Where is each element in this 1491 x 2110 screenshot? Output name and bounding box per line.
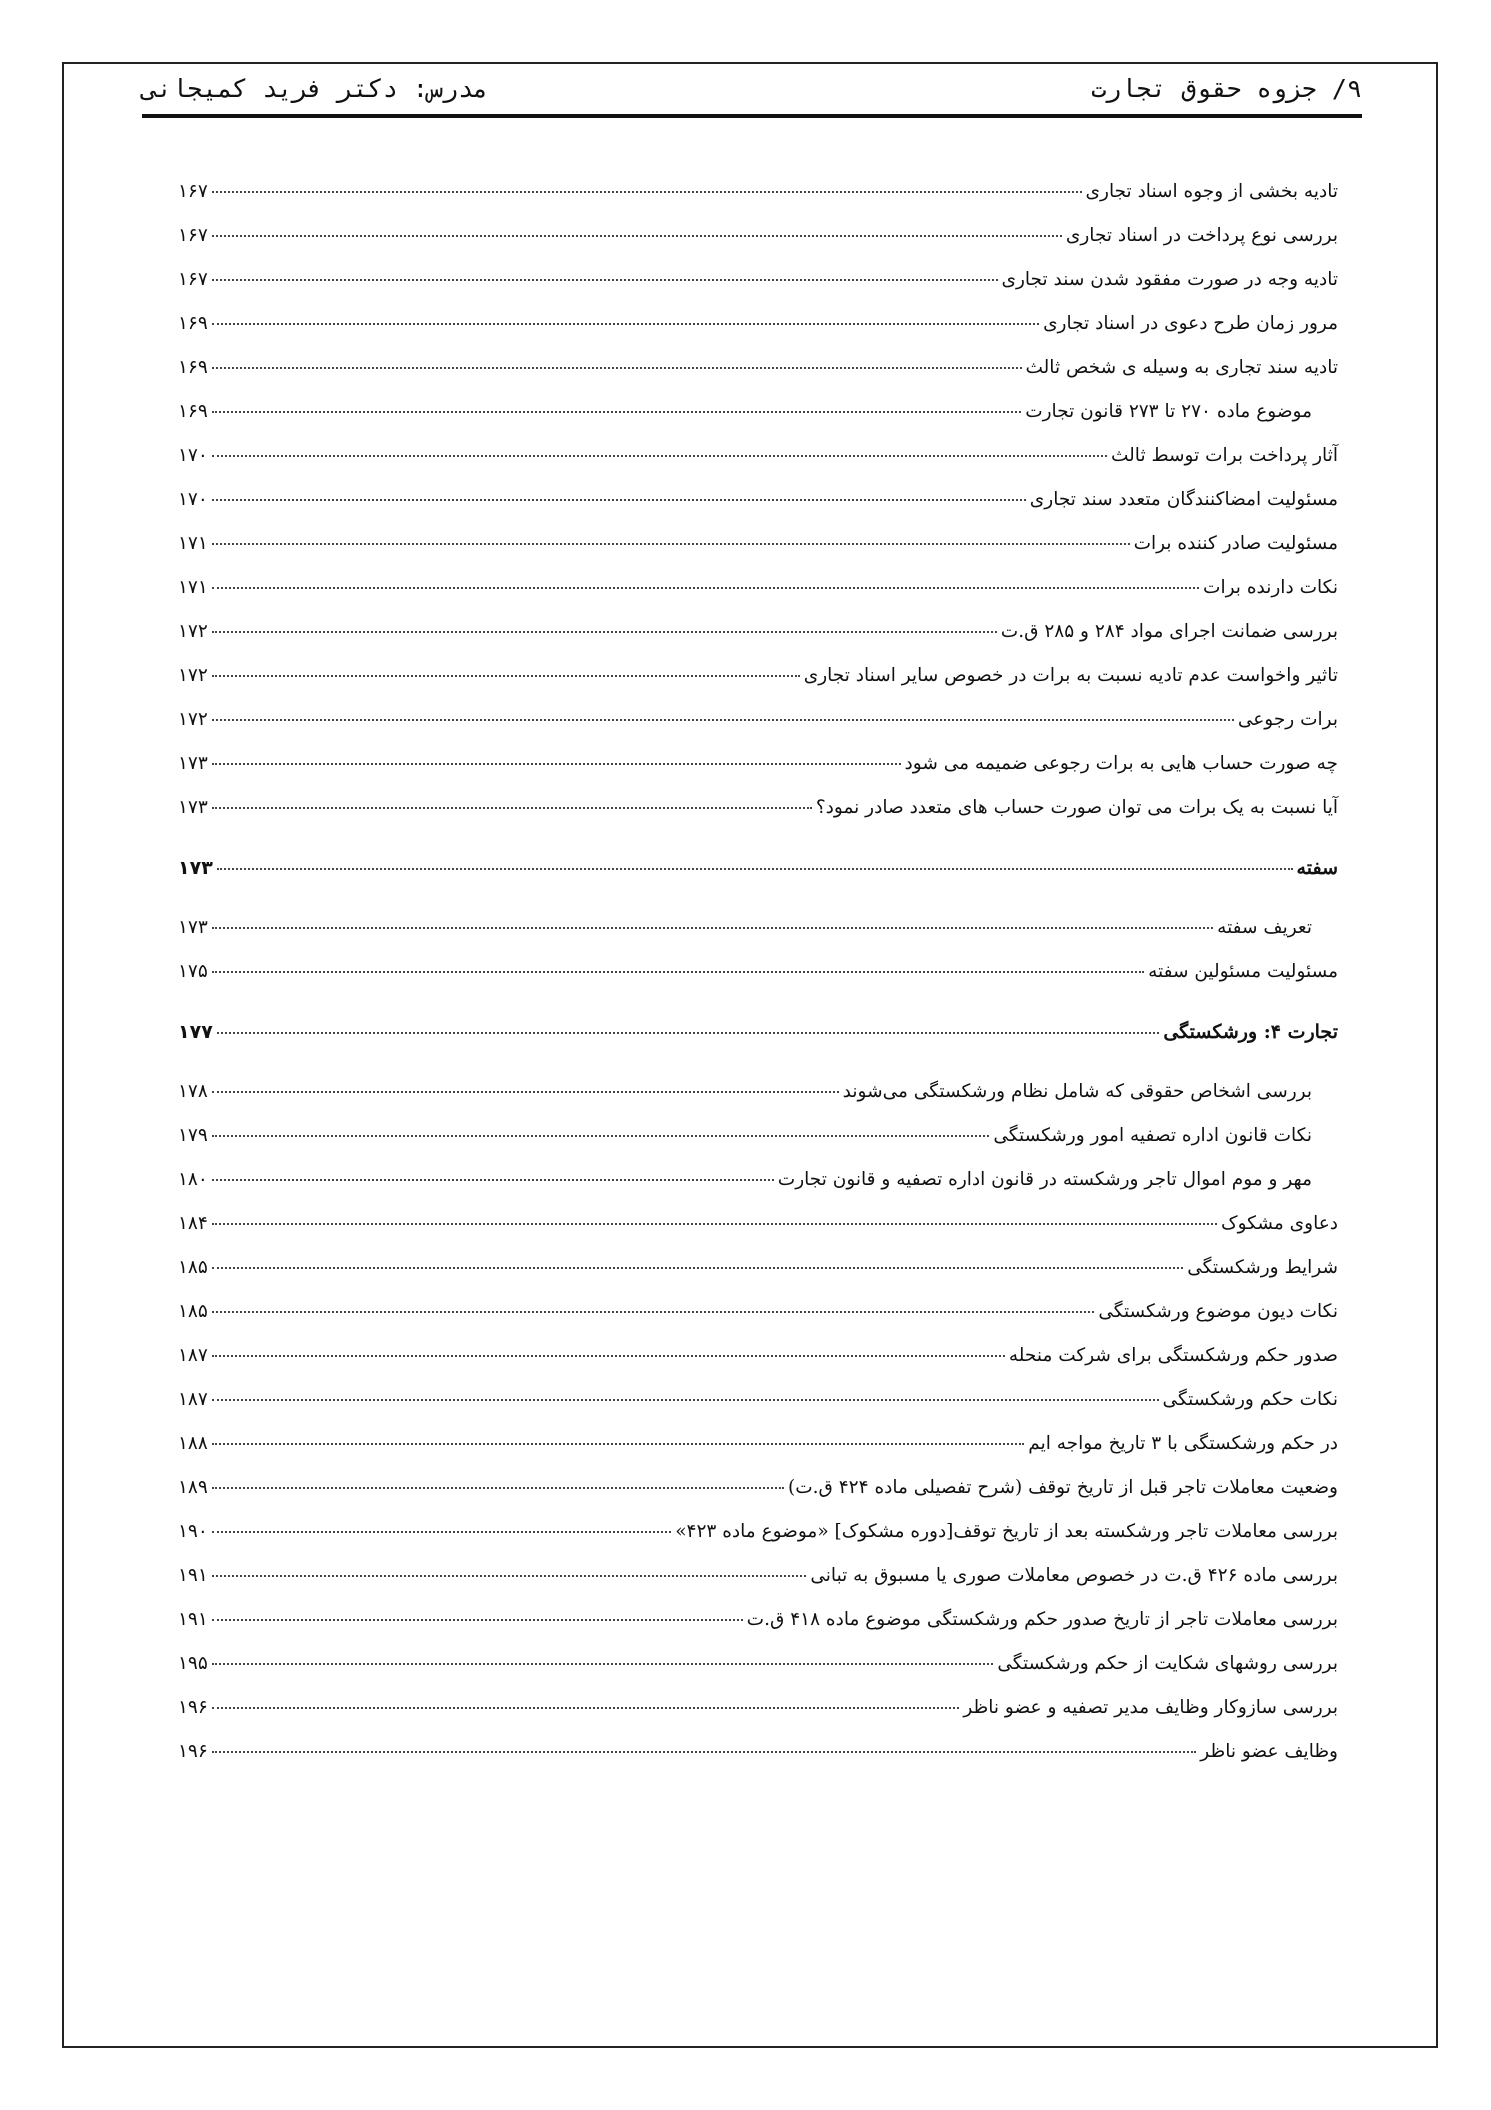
toc-entry[interactable] <box>178 797 1338 841</box>
toc-entry-title: برات رجوعی <box>1237 709 1338 730</box>
toc-entry[interactable] <box>178 1345 1338 1389</box>
toc-entry-title: چه صورت حساب هایی به برات رجوعی ضمیمه می شود <box>904 753 1338 774</box>
toc-entry-page: ۱۶۹ <box>178 313 208 334</box>
toc-entry-title: مرور زمان طرح دعوی در اسناد تجاری <box>1043 313 1338 334</box>
toc-entry-page: ۱۹۱ <box>178 1565 208 1586</box>
toc-dot-leader <box>212 807 812 809</box>
toc-dot-leader <box>212 927 1213 929</box>
toc-entry-title: بررسی ماده ۴۲۶ ق.ت در خصوص معاملات صوری یا مسبوق به تبانی <box>810 1565 1338 1586</box>
toc-entry-title: تاثیر واخواست عدم تادیه نسبت به برات در خصوص سایر اسناد تجاری <box>803 665 1338 686</box>
toc-entry[interactable] <box>178 269 1338 313</box>
toc-entry[interactable] <box>178 577 1338 621</box>
toc-entry-title: تادیه بخشی از وجوه اسناد تجاری <box>1085 181 1338 202</box>
toc-entry-page: ۱۸۹ <box>178 1477 208 1498</box>
table-of-contents <box>178 181 1338 1785</box>
toc-entry-page: ۱۸۵ <box>178 1257 208 1278</box>
toc-entry[interactable] <box>178 1697 1338 1741</box>
toc-entry[interactable] <box>178 1433 1338 1477</box>
toc-entry-page: ۱۹۰ <box>178 1521 208 1542</box>
toc-entry-title: بررسی نوع پرداخت در اسناد تجاری <box>1065 225 1338 246</box>
toc-entry[interactable] <box>178 665 1338 709</box>
toc-dot-leader <box>212 675 800 677</box>
toc-entry-page: ۱۹۶ <box>178 1697 208 1718</box>
toc-dot-leader <box>212 587 1199 589</box>
toc-entry-page: ۱۶۷ <box>178 269 208 290</box>
toc-dot-leader <box>212 971 1144 973</box>
toc-entry-title: مسئولیت مسئولین سفته <box>1148 961 1338 982</box>
toc-entry[interactable] <box>178 1081 1338 1125</box>
toc-entry-page: ۱۸۴ <box>178 1213 208 1234</box>
toc-dot-leader <box>212 1575 807 1577</box>
toc-entry[interactable] <box>178 1477 1338 1521</box>
header-title: ۹/ جزوه حقوق تجارت <box>1091 74 1362 103</box>
toc-dot-leader <box>212 543 1130 545</box>
toc-entry-page: ۱۸۸ <box>178 1433 208 1454</box>
toc-dot-leader <box>212 367 1022 369</box>
toc-dot-leader <box>212 499 1026 501</box>
toc-dot-leader <box>212 1091 839 1093</box>
toc-entry-page: ۱۷۰ <box>178 445 208 466</box>
toc-dot-leader <box>212 235 1062 237</box>
toc-entry-page: ۱۹۶ <box>178 1741 208 1762</box>
toc-entry-title: بررسی اشخاص حقوقی که شامل نظام ورشکستگی می‌شوند <box>842 1081 1312 1102</box>
toc-section-heading[interactable] <box>178 1021 1338 1065</box>
toc-entry[interactable] <box>178 753 1338 797</box>
toc-entry[interactable] <box>178 1741 1338 1785</box>
toc-entry-title: مسئولیت صادر کننده برات <box>1133 533 1338 554</box>
toc-entry[interactable] <box>178 445 1338 489</box>
toc-entry[interactable] <box>178 313 1338 357</box>
toc-dot-leader <box>212 1487 784 1489</box>
toc-dot-leader <box>212 1663 994 1665</box>
toc-entry-page: ۱۸۷ <box>178 1389 208 1410</box>
toc-entry-title: وظایف عضو ناظر <box>1200 1741 1338 1762</box>
toc-entry-title: شرایط ورشکستگی <box>1187 1257 1338 1278</box>
toc-entry-title: مهر و موم اموال تاجر ورشکسته در قانون اداره تصفیه و قانون تجارت <box>777 1169 1312 1190</box>
toc-dot-leader <box>212 323 1039 325</box>
toc-section-title: تجارت ۴: ورشکستگی <box>1163 1021 1338 1043</box>
toc-entry-page: ۱۷۳ <box>178 753 208 774</box>
toc-dot-leader <box>212 1223 1217 1225</box>
toc-section-page: ۱۷۷ <box>178 1021 213 1043</box>
toc-entry-page: ۱۸۷ <box>178 1345 208 1366</box>
toc-entry-page: ۱۷۲ <box>178 621 208 642</box>
toc-entry-page: ۱۷۹ <box>178 1125 208 1146</box>
toc-dot-leader <box>212 1399 1159 1401</box>
toc-entry-page: ۱۶۹ <box>178 357 208 378</box>
toc-dot-leader <box>212 1619 743 1621</box>
toc-dot-leader <box>212 1751 1196 1753</box>
toc-dot-leader <box>212 1135 990 1137</box>
toc-entry[interactable] <box>178 1565 1338 1609</box>
toc-entry-title: صدور حکم ورشکستگی برای شرکت منحله <box>1008 1345 1338 1366</box>
toc-entry-title: بررسی معاملات تاجر ورشکسته بعد از تاریخ توقف[دوره مشکوک] «موضوع ماده ۴۲۳» <box>675 1521 1338 1542</box>
toc-entry-title: در حکم ورشکستگی با ۳ تاریخ مواجه ایم <box>1028 1433 1338 1454</box>
toc-entry[interactable] <box>178 1521 1338 1565</box>
toc-entry-page: ۱۶۷ <box>178 225 208 246</box>
toc-entry[interactable] <box>178 1169 1338 1213</box>
toc-entry[interactable] <box>178 357 1338 401</box>
toc-dot-leader <box>212 279 998 281</box>
toc-entry-page: ۱۷۱ <box>178 577 208 598</box>
toc-section-title: سفته <box>1296 857 1338 879</box>
toc-entry-title: تادیه سند تجاری به وسیله ی شخص ثالث <box>1025 357 1338 378</box>
toc-entry[interactable] <box>178 917 1338 961</box>
toc-dot-leader <box>212 631 997 633</box>
toc-dot-leader <box>212 1443 1024 1445</box>
toc-entry[interactable] <box>178 1653 1338 1697</box>
toc-entry-title: نکات دیون موضوع ورشکستگی <box>1098 1301 1338 1322</box>
toc-entry-page: ۱۷۳ <box>178 797 208 818</box>
toc-entry-page: ۱۷۲ <box>178 709 208 730</box>
toc-entry-title: مسئولیت امضاکنندگان متعدد سند تجاری <box>1029 489 1338 510</box>
toc-entry[interactable] <box>178 489 1338 533</box>
toc-entry[interactable] <box>178 1257 1338 1301</box>
toc-dot-leader <box>217 868 1293 870</box>
toc-dot-leader <box>212 411 1021 413</box>
toc-entry-page: ۱۸۰ <box>178 1169 208 1190</box>
toc-entry-title: تادیه وجه در صورت مفقود شدن سند تجاری <box>1001 269 1338 290</box>
toc-entry-title: وضعیت معاملات تاجر قبل از تاریخ توقف (شرح تفصیلی ماده ۴۲۴ ق.ت) <box>788 1477 1338 1498</box>
toc-section-page: ۱۷۳ <box>178 857 213 879</box>
toc-dot-leader <box>212 191 1082 193</box>
toc-dot-leader <box>212 1311 1095 1313</box>
toc-dot-leader <box>212 455 1107 457</box>
toc-entry-page: ۱۷۱ <box>178 533 208 554</box>
toc-entry[interactable] <box>178 181 1338 225</box>
toc-entry-page: ۱۹۱ <box>178 1609 208 1630</box>
toc-entry-page: ۱۸۵ <box>178 1301 208 1322</box>
toc-entry-title: دعاوی مشکوک <box>1221 1213 1338 1234</box>
toc-entry-title: بررسی معاملات تاجر از تاریخ صدور حکم ورشکستگی موضوع ماده ۴۱۸ ق.ت <box>746 1609 1338 1630</box>
toc-dot-leader <box>212 1707 960 1709</box>
header-author: مدرس: دکتر فرید کمیجانی <box>142 74 489 103</box>
toc-entry-title: تعریف سفته <box>1217 917 1312 938</box>
toc-entry-title: آیا نسبت به یک برات می توان صورت حساب های متعدد صادر نمود؟ <box>815 797 1338 818</box>
toc-entry-page: ۱۷۵ <box>178 961 208 982</box>
toc-entry-page: ۱۷۸ <box>178 1081 208 1102</box>
toc-entry-page: ۱۶۹ <box>178 401 208 422</box>
toc-entry[interactable] <box>178 533 1338 577</box>
toc-entry-title: نکات دارنده برات <box>1203 577 1338 598</box>
toc-entry-title: بررسی روشهای شکایت از حکم ورشکستگی <box>997 1653 1338 1674</box>
toc-entry-title: بررسی سازوکار وظایف مدیر تصفیه و عضو ناظر <box>963 1697 1338 1718</box>
toc-entry[interactable] <box>178 1301 1338 1345</box>
toc-dot-leader <box>217 1032 1160 1034</box>
toc-entry[interactable] <box>178 961 1338 1005</box>
toc-dot-leader <box>212 1267 1183 1269</box>
toc-entry[interactable] <box>178 621 1338 665</box>
toc-entry-title: موضوع ماده ۲۷۰ تا ۲۷۳ قانون تجارت <box>1025 401 1312 422</box>
page-header <box>142 72 1362 118</box>
toc-dot-leader <box>212 1531 671 1533</box>
toc-entry[interactable] <box>178 709 1338 753</box>
toc-entry-page: ۱۹۵ <box>178 1653 208 1674</box>
toc-entry-page: ۱۷۳ <box>178 917 208 938</box>
toc-entry-title: نکات حکم ورشکستگی <box>1162 1389 1338 1410</box>
toc-entry[interactable] <box>178 401 1338 445</box>
toc-entry[interactable] <box>178 225 1338 269</box>
toc-entry[interactable] <box>178 1389 1338 1433</box>
toc-entry[interactable] <box>178 1609 1338 1653</box>
toc-dot-leader <box>212 1355 1005 1357</box>
toc-entry-title: بررسی ضمانت اجرای مواد ۲۸۴ و ۲۸۵ ق.ت <box>1000 621 1338 642</box>
toc-dot-leader <box>212 1179 774 1181</box>
toc-entry-page: ۱۷۰ <box>178 489 208 510</box>
toc-entry-page: ۱۷۲ <box>178 665 208 686</box>
toc-entry-title: نکات قانون اداره تصفیه امور ورشکستگی <box>993 1125 1312 1146</box>
toc-entry-title: آثار پرداخت برات توسط ثالث <box>1111 445 1338 466</box>
toc-section-heading[interactable] <box>178 857 1338 901</box>
toc-entry-page: ۱۶۷ <box>178 181 208 202</box>
toc-dot-leader <box>212 763 901 765</box>
toc-dot-leader <box>212 719 1234 721</box>
toc-entry[interactable] <box>178 1213 1338 1257</box>
toc-entry[interactable] <box>178 1125 1338 1169</box>
